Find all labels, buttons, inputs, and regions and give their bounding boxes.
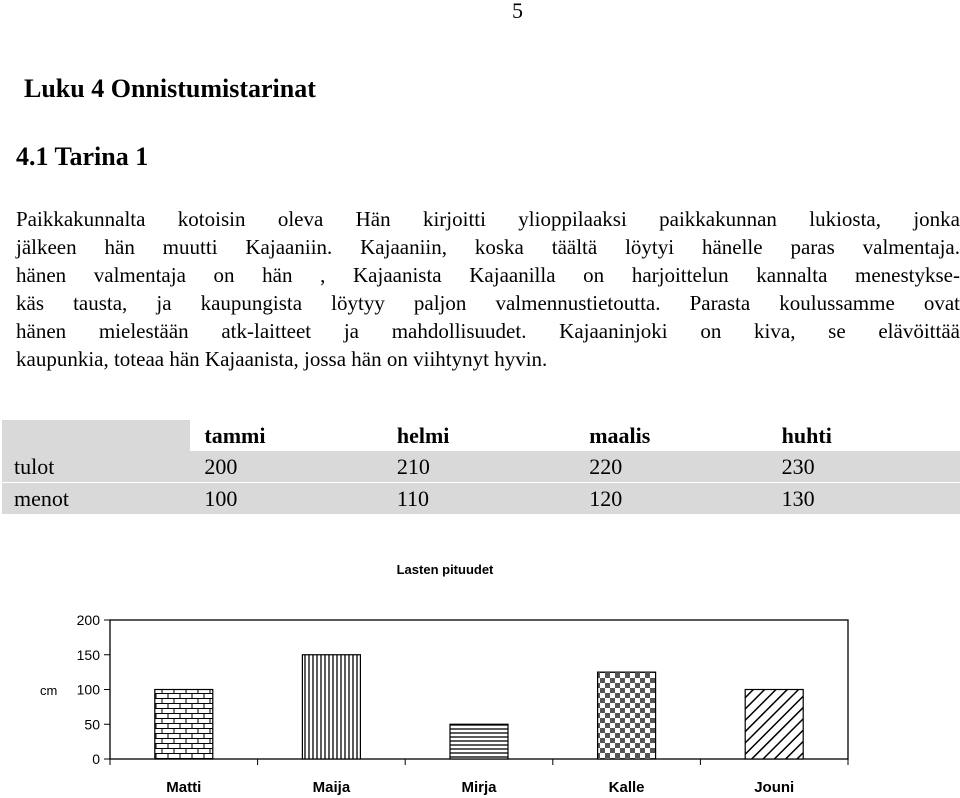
paragraph-line: jälkeen hän muutti Kajaaniin. Kajaaniin, koska täältä löytyi hänelle paras valmentaja. (16, 235, 960, 259)
table-cell: 210 (383, 451, 575, 483)
bar-kalle (598, 672, 656, 759)
y-tick-label: 150 (76, 646, 100, 663)
table-corner-cell (2, 420, 190, 451)
bar-jouni (745, 690, 803, 760)
paragraph-line: kaupunkia, toteaa hän Kajaanista, jossa hän on viihtynyt hyvin. (16, 347, 548, 371)
table-row-label: menot (2, 483, 190, 515)
x-tick-label: Mirja (461, 779, 497, 796)
page-number: 5 (512, 0, 523, 23)
bar-maija (302, 655, 360, 759)
table-row (2, 483, 960, 515)
chapter-title: Luku 4 Onnistumistarinat (24, 74, 316, 103)
x-tick-label: Matti (166, 779, 202, 796)
table-cell: 110 (383, 483, 575, 515)
table-cell: 100 (190, 483, 382, 515)
table-header-cell: huhti (781, 422, 832, 448)
table-row-label: tulot (2, 451, 190, 483)
bar-matti (155, 690, 213, 760)
y-tick-label: 200 (76, 612, 100, 628)
table-header-cell: maalis (589, 422, 651, 448)
table-cell: 130 (768, 483, 960, 515)
x-tick-label: Maija (312, 779, 351, 796)
x-tick-label: Kalle (608, 779, 645, 796)
chart-title: Lasten pituudet (396, 562, 494, 577)
table-cell: 120 (575, 483, 767, 515)
paragraph-line: käs tausta, ja kaupungista löytyy paljon valmennustietoutta. Parasta koulussamme ovat (16, 291, 960, 315)
y-tick-label: 100 (76, 681, 100, 698)
y-tick-label: 50 (84, 716, 100, 733)
paragraph-line: Paikkakunnalta kotoisin oleva Hän kirjoitti ylioppilaaksi paikkakunnan lukiosta, jonka (16, 207, 960, 231)
x-tick-label: Jouni (754, 779, 795, 796)
table-row (2, 451, 960, 483)
table-cell: 220 (575, 451, 767, 483)
y-axis-label: cm (40, 683, 58, 698)
paragraph-line: hänen valmentaja on hän , Kajaanista Kajaanilla on harjoittelun kannalta menestykse- (16, 263, 960, 287)
table-header-cell: tammi (204, 422, 266, 448)
table-cell: 230 (768, 451, 960, 483)
bar-mirja (450, 724, 508, 759)
height-chart (0, 548, 960, 798)
table-header-cell: helmi (396, 422, 450, 448)
data-table (2, 420, 960, 514)
table-cell: 200 (190, 451, 382, 483)
plot-area (77, 612, 848, 796)
y-tick-label: 0 (92, 751, 100, 767)
table-header-row (2, 420, 960, 451)
section-title: 4.1 Tarina 1 (16, 142, 149, 171)
paragraph-line: hänen mielestään atk-laitteet ja mahdollisuudet. Kajaaninjoki on kiva, se elävöittää (16, 319, 960, 343)
